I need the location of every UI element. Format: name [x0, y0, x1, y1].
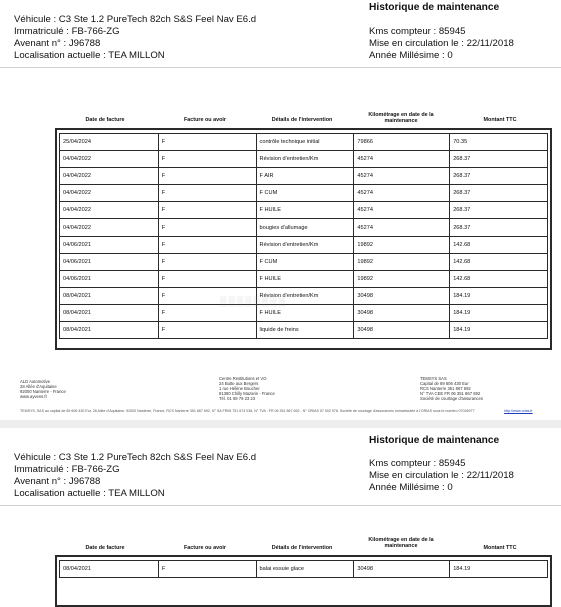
model-year: Année Millésime : 0: [369, 482, 453, 493]
cell-type: F: [158, 134, 256, 151]
cell-type: F: [158, 236, 256, 253]
registration-date: Mise en circulation le : 22/11/2018: [369, 38, 514, 49]
footer-right: [420, 376, 483, 401]
cell-details: liquide de freins: [256, 322, 354, 339]
vehicle-info: [14, 452, 256, 500]
cell-mileage: 45274: [354, 185, 450, 202]
cell-details: F CUM: [256, 185, 354, 202]
cell-date: 25/04/2024: [60, 134, 159, 151]
vehicle-model: Véhicule : C3 Ste 1.2 PureTech 82ch S&S Feel Nav E6.d: [14, 14, 257, 25]
cell-mileage: 19892: [354, 236, 450, 253]
odometer: Kms compteur : 85945: [369, 26, 466, 37]
cell-details: Révision d'entretien/Km: [256, 151, 354, 168]
cell-amount: 268.37: [450, 168, 548, 185]
vehicle-plate: Immatriculé : FB-766-ZG: [14, 464, 120, 475]
cell-amount: 184.19: [450, 561, 548, 578]
cell-amount: 184.19: [450, 322, 548, 339]
table-row: [60, 168, 548, 185]
cell-date: 04/06/2021: [60, 236, 159, 253]
cell-date: 04/04/2022: [60, 219, 159, 236]
cell-details: F CUM: [256, 253, 354, 270]
registration-date: Mise en circulation le : 22/11/2018: [369, 470, 514, 481]
cell-type: F: [158, 151, 256, 168]
maintenance-table: [59, 560, 548, 578]
orias-link-wrap: [504, 409, 533, 413]
maintenance-summary: [369, 2, 514, 62]
cell-mileage: 45274: [354, 151, 450, 168]
vehicle-model: Véhicule : C3 Ste 1.2 PureTech 82ch S&S Feel Nav E6.d: [14, 452, 257, 463]
table-row: [60, 134, 548, 151]
orias-link[interactable]: http://www.orias.fr: [504, 409, 533, 413]
cell-date: 04/04/2022: [60, 151, 159, 168]
header-divider: [0, 67, 561, 68]
maintenance-title: Historique de maintenance: [369, 435, 500, 446]
table-row: [60, 561, 548, 578]
col-header-amount: Montant TTC: [483, 117, 517, 123]
vehicle-info: [14, 14, 256, 62]
footer-left: [20, 379, 66, 399]
cell-details: F HUILE: [256, 270, 354, 287]
cell-amount: 142.68: [450, 270, 548, 287]
footer-center-line: Tél. 01 69 79 23 23: [219, 396, 256, 401]
cell-date: 04/04/2022: [60, 185, 159, 202]
cell-mileage: 19892: [354, 253, 450, 270]
model-year: Année Millésime : 0: [369, 50, 453, 61]
cell-details: contrôle technique initial: [256, 134, 354, 151]
odometer: Kms compteur : 85945: [369, 458, 466, 469]
cell-details: bougies d'allumage: [256, 219, 354, 236]
vehicle-contract: Avenant n° : J96788: [14, 38, 101, 49]
cell-mileage: 30498: [354, 304, 450, 321]
cell-amount: 142.68: [450, 253, 548, 270]
cell-type: F: [158, 561, 256, 578]
footer-right-line: TEMSYS SAS: [420, 376, 447, 381]
cell-type: F: [158, 322, 256, 339]
col-header-details: Détails de l'intervention: [271, 545, 333, 551]
cell-details: F HUILE: [256, 202, 354, 219]
footer-center-line: 91380 Chilly Mazarin - France: [219, 391, 275, 396]
legal-text: TEMSYS, SAS au capital de 89 606 430 Eur, 28 Allée d'Aquitaine, 92000 Nanterre, France, RCS Nanterre 351 867 692, N° SA FR05 751 674 038, N° TVA : FR 06 351 867 692 - N° ORIAS 07 002 976. Société de courtage d'assurances immatriculée à l'ORIAS sous le numéro 07026977: [20, 409, 475, 413]
cell-date: 04/06/2021: [60, 270, 159, 287]
cell-amount: 184.19: [450, 304, 548, 321]
vehicle-location: Localisation actuelle : TEA MILLON: [14, 488, 165, 499]
header-divider: [0, 505, 561, 506]
cell-mileage: 45274: [354, 219, 450, 236]
table-row: [60, 185, 548, 202]
footer-center-line: Centre Restitutions et VO: [219, 376, 267, 381]
footer-center-line: 24 Butte aux Bergers: [219, 381, 259, 386]
cell-type: F: [158, 185, 256, 202]
table-row: [60, 253, 548, 270]
cell-date: 08/04/2021: [60, 561, 159, 578]
footer-right-line: RCS Nanterre 351 867 692: [420, 386, 471, 391]
maintenance-title: Historique de maintenance: [369, 2, 500, 13]
cell-details: balai essuie glace: [256, 561, 354, 578]
col-header-type: Facture ou avoir: [184, 117, 226, 123]
cell-details: Révision d'entretien/Km: [256, 236, 354, 253]
cell-type: F: [158, 287, 256, 304]
table-row: [60, 236, 548, 253]
cell-type: F: [158, 304, 256, 321]
col-header-type: Facture ou avoir: [184, 545, 226, 551]
cell-mileage: 19892: [354, 270, 450, 287]
col-header-details: Détails de l'intervention: [271, 117, 333, 123]
col-header-mileage: Kilométrage en date de la maintenance: [368, 112, 434, 124]
cell-amount: 268.37: [450, 202, 548, 219]
footer-right-line: Société de courtage d'assurances: [420, 396, 483, 401]
vehicle-contract: Avenant n° : J96788: [14, 476, 101, 487]
vehicle-location: Localisation actuelle : TEA MILLON: [14, 50, 165, 61]
cell-mileage: 45274: [354, 168, 450, 185]
cell-date: 04/04/2022: [60, 202, 159, 219]
vehicle-plate: Immatriculé : FB-766-ZG: [14, 26, 120, 37]
table-row: [60, 219, 548, 236]
cell-date: 04/04/2022: [60, 168, 159, 185]
footer-right-line: N° TVA CEE FR 06 351 867 692: [420, 391, 481, 396]
col-header-amount: Montant TTC: [483, 545, 517, 551]
footer-left-line: www.ayvens.fr: [20, 394, 47, 399]
cell-type: F: [158, 219, 256, 236]
cell-date: 04/06/2021: [60, 253, 159, 270]
cell-amount: 70.35: [450, 134, 548, 151]
cell-mileage: 30498: [354, 561, 450, 578]
page-2: [0, 428, 561, 600]
cell-type: F: [158, 202, 256, 219]
maintenance-table: [59, 133, 548, 339]
cell-amount: 268.37: [450, 151, 548, 168]
table-row: [60, 287, 548, 304]
cell-amount: 184.19: [450, 287, 548, 304]
footer-left-line: 92000 Nanterre - France: [20, 389, 66, 394]
cell-mileage: 79866: [354, 134, 450, 151]
footer-left-line: ALD Automotive: [20, 379, 51, 384]
cell-date: 08/04/2021: [60, 304, 159, 321]
table-row: [60, 322, 548, 339]
legal-notice: [20, 409, 500, 413]
cell-type: F: [158, 168, 256, 185]
cell-amount: 142.68: [450, 236, 548, 253]
cell-mileage: 30498: [354, 322, 450, 339]
footer-left-line: 28 Allée d'Aquitaine: [20, 384, 57, 389]
cell-type: F: [158, 253, 256, 270]
cell-mileage: 45274: [354, 202, 450, 219]
maintenance-summary: [369, 435, 514, 494]
footer-right-line: Capital de 89 606 430 Eur: [420, 381, 469, 386]
table-row: [60, 151, 548, 168]
col-header-date: Date de facture: [85, 545, 125, 551]
table-row: [60, 202, 548, 219]
table-row: [60, 270, 548, 287]
footer-center: [219, 376, 275, 401]
table-row: [60, 304, 548, 321]
footer-center-line: 1 rue Hélène Boucher: [219, 386, 260, 391]
cell-date: 08/04/2021: [60, 322, 159, 339]
page-separator: [0, 420, 561, 428]
cell-details: Révision d'entretien/Km: [256, 287, 354, 304]
watermark: ▒▒▒▒▒▒▒▒: [220, 296, 288, 306]
col-header-mileage: Kilométrage en date de la maintenance: [368, 537, 434, 549]
cell-mileage: 30498: [354, 287, 450, 304]
cell-details: F HUILE: [256, 304, 354, 321]
cell-amount: 268.37: [450, 219, 548, 236]
cell-amount: 268.37: [450, 185, 548, 202]
col-header-date: Date de facture: [85, 117, 125, 123]
cell-details: F AIR: [256, 168, 354, 185]
cell-type: F: [158, 270, 256, 287]
cell-date: 08/04/2021: [60, 287, 159, 304]
